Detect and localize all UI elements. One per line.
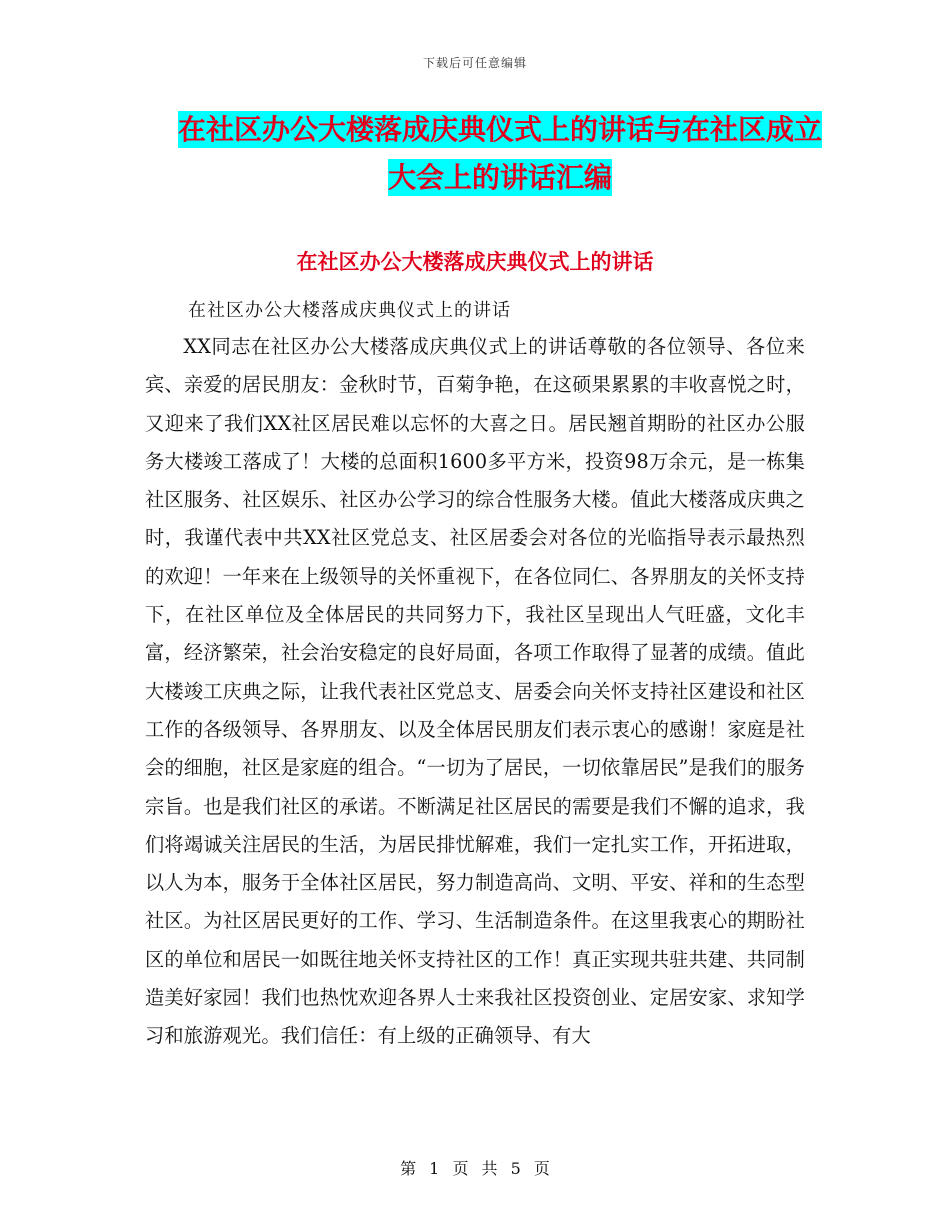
document-title-line2: 大会上的讲话汇编 [387,161,612,194]
page-footer: 第 1 页 共 5 页 [400,1159,550,1178]
document-title [150,106,850,202]
speech-body-paragraph: XX同志在社区办公大楼落成庆典仪式上的讲话尊敬的各位领导、各位来宾、亲爱的居民朋友：金秋时节，百菊争艳，在这硕果累累的丰收喜悦之时，又迎来了我们XX社区居民难以忘怀的大喜之日。居民翘首期盼的社区办公服务大楼竣工落成了！大楼的总面积1600多平方米，投资98万余元，是一栋集社区服务、社区娱乐、社区办公学习的综合性服务大楼。值此大楼落成庆典之时，我谨代表中共XX社区党总支、社区居委会对各位的光临指导表示最热烈的欢迎！一年来在上级领导的关怀重视下，在各位同仁、各界朋友的关怀支持下，在社区单位及全体居民的共同努力下，我社区呈现出人气旺盛，文化丰富，经济繁荣，社会治安稳定的良好局面，各项工作取得了显著的成绩。值此大楼竣工庆典之际，让我代表社区党总支、居委会向关怀支持社区建设和社区工作的各级领导、各界朋友、以及全体居民朋友们表示衷心的感谢！家庭是社会的细胞，社区是家庭的组合。“一切为了居民，一切依靠居民”是我们的服务宗旨。也是我们社区的承诺。不断满足社区居民的需要是我们不懈的追求，我们将竭诚关注居民的生活，为居民排忧解难，我们一定扎实工作，开拓进取，以人为本，服务于全体社区居民，努力制造高尚、文明、平安、祥和的生态型社区。为社区居民更好的工作、学习、生活制造条件。在这里我衷心的期盼社区的单位和居民一如既往地关怀支持社区的工作！真正实现共驻共建、共同制造美好家园！我们也热忱欢迎各界人士来我社区投资创业、定居安家、求知学习和旅游观光。我们信任：有上级的正确领导、有大 [145,335,805,1048]
document-title-line1: 在社区办公大楼落成庆典仪式上的讲话与在社区成立 [177,113,822,146]
section-title: 在社区办公大楼落成庆典仪式上的讲话 [296,249,654,274]
speech-subheading: 在社区办公大楼落成庆典仪式上的讲话 [188,300,511,321]
header-note: 下载后可任意编辑 [422,56,527,70]
